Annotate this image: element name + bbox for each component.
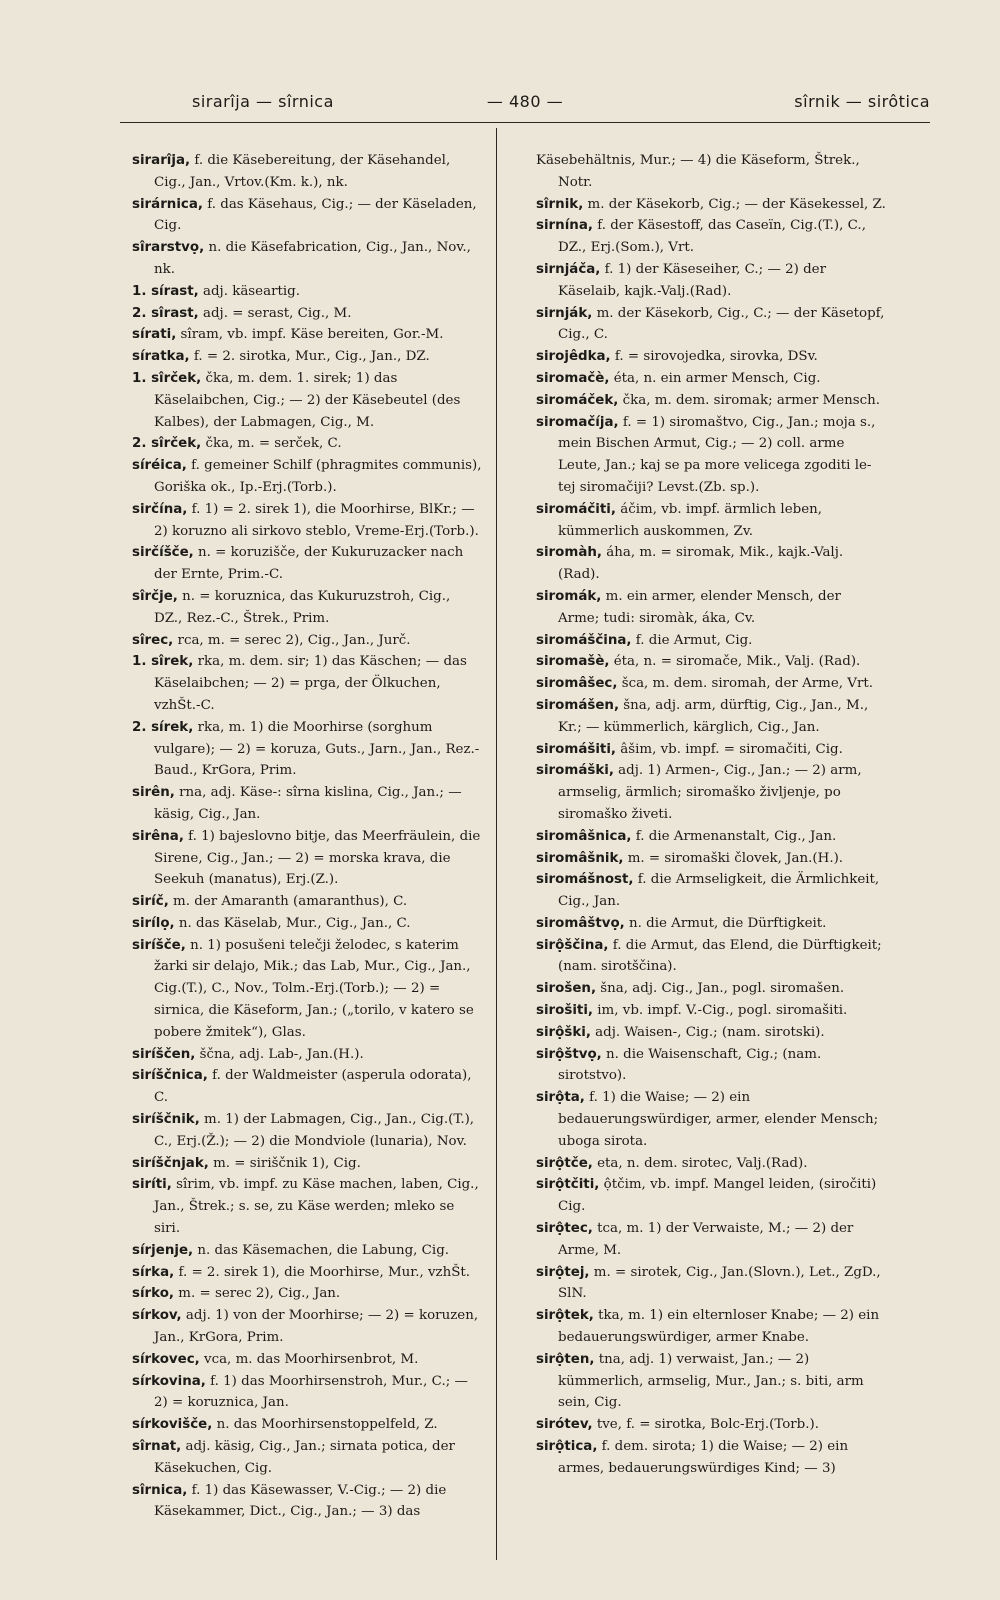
entry-definition: f. 1) = 2. sirek 1), die Moorhirse, BlKr.; — 2) koruzno ali sirkovo steblo, Vreme-Erj.(Torb.). [154, 501, 479, 539]
dictionary-entry [132, 1240, 482, 1262]
entry-headword: siromašè, [536, 654, 610, 670]
dictionary-entry [132, 913, 482, 935]
entry-headword: sîrnica, [132, 1482, 188, 1498]
header-rule [120, 122, 930, 123]
dictionary-entry [536, 1174, 886, 1218]
entry-headword: sirộški, [536, 1024, 591, 1040]
entry-definition: éta, n. ein armer Mensch, Cig. [609, 370, 821, 386]
entry-definition: n. 1) posušeni telečji želodec, s katerim žarki sir delajo, Mik.; das Lab, Mur., Cig., Jan., Cig.(T.), C., Nov., Tolm.-Erj.(Torb.); — 2) = sirnica, die Käseform, Jan.; („torilo, v katero se pobere žmitek“), Glas. [154, 937, 474, 1040]
entry-headword: sirộtčiti, [536, 1177, 600, 1193]
dictionary-entry [132, 1414, 482, 1436]
entry-definition: tna, adj. 1) verwaist, Jan.; — 2) kümmerlich, armselig, Mur., Jan.; s. biti, arm sein, Cig. [558, 1351, 864, 1411]
dictionary-entry [536, 935, 886, 979]
dictionary-entry [132, 1153, 482, 1175]
dictionary-entry [132, 303, 482, 325]
entry-definition: m. = serec 2), Cig., Jan. [174, 1286, 341, 1302]
entry-headword: 2. sírek, [132, 719, 194, 735]
entry-headword: siromâšnik, [536, 850, 624, 866]
dictionary-entry [132, 542, 482, 586]
entry-definition: m. der Amaranth (amaranthus), C. [168, 894, 408, 910]
entry-definition: n. = koruzišče, der Kukuruzacker nach der Ernte, Prim.-C. [154, 545, 464, 583]
dictionary-entry [132, 1109, 482, 1153]
entry-headword: sirčíšče, [132, 545, 194, 561]
entry-definition: f. = 2. sirotka, Mur., Cig., Jan., DZ. [189, 349, 430, 365]
entry-definition: âšim, vb. impf. = siromačiti, Cig. [616, 741, 843, 757]
dictionary-entry [132, 1174, 482, 1239]
entry-headword: siromáčiti, [536, 501, 616, 517]
dictionary-entry [536, 1044, 886, 1088]
entry-headword: siromášiti, [536, 741, 616, 757]
entry-definition: m. der Käsekorb, Cig., C.; — der Käsetopf, Cig., C. [558, 305, 885, 343]
entry-definition: adj. 1) Armen-, Cig., Jan.; — 2) arm, armselig, ärmlich; siromaško življenje, po siromaško živeti. [558, 763, 862, 822]
entry-definition: f. 1) der Käseseiher, C.; — 2) der Käselaib, kajk.-Valj.(Rad). [558, 261, 826, 299]
dictionary-entry [536, 869, 886, 913]
entry-definition: adj. 1) von der Moorhirse; — 2) = koruzen, Jan., KrGora, Prim. [154, 1308, 479, 1346]
entry-definition: éta, n. = siromače, Mik., Valj. (Rad). [609, 654, 861, 670]
dictionary-entry [132, 1480, 482, 1524]
entry-headword: siromáščina, [536, 632, 632, 648]
entry-definition: f. das Käsehaus, Cig.; — der Käseladen, Cig. [154, 196, 477, 234]
entry-definition: rna, adj. Käse-: sîrna kislina, Cig., Jan.; — käsig, Cig., Jan. [154, 785, 462, 822]
entry-headword: sirộštvọ, [536, 1046, 602, 1062]
entry-definition: f. dem. sirota; 1) die Waise; — 2) ein armes, bedauerungswürdiges Kind; — 3) [558, 1439, 849, 1476]
entry-headword: sirnjáča, [536, 261, 601, 277]
entry-headword: sírkovina, [132, 1373, 206, 1389]
entry-definition: n. = koruznica, das Kukuruzstroh, Cig., DZ., Rez.-C., Štrek., Prim. [154, 588, 451, 626]
dictionary-entry [536, 760, 886, 825]
dictionary-entry [536, 978, 886, 1000]
entry-headword: sirčína, [132, 501, 188, 517]
dictionary-entry [132, 1305, 482, 1349]
dictionary-entry [132, 455, 482, 499]
dictionary-entry [536, 1414, 886, 1436]
entry-headword: siromâšnica, [536, 828, 632, 844]
dictionary-entry [536, 673, 886, 695]
entry-headword: sirnják, [536, 305, 593, 321]
entry-definition: vca, m. das Moorhirsenbrot, M. [199, 1351, 419, 1367]
entry-headword: 2. sîrast, [132, 305, 199, 321]
dictionary-entry [536, 390, 886, 412]
dictionary-entry [132, 1262, 482, 1284]
dictionary-entry [132, 433, 482, 455]
entry-headword: síréica, [132, 458, 187, 474]
entry-headword: síratka, [132, 349, 190, 365]
entry-headword: siromáček, [536, 392, 619, 408]
entry-definition: im, vb. impf. V.-Cig., pogl. siromašiti. [593, 1003, 848, 1019]
entry-definition: čka, m. = serček, C. [201, 436, 342, 452]
entry-definition: sîrim, vb. impf. zu Käse machen, laben, Cig., Jan., Štrek.; s. se, zu Käse werden; mleko se siri. [154, 1177, 479, 1237]
entry-definition: f. gemeiner Schilf (phragmites communis), Goriška ok., Ip.-Erj.(Torb.). [154, 458, 482, 495]
entry-definition: adj. käsig, Cig., Jan.; sirnata potica, der Käsekuchen, Cig. [154, 1439, 455, 1476]
dictionary-entry [132, 586, 482, 630]
entry-definition: rca, m. = serec 2), Cig., Jan., Jurč. [173, 632, 411, 648]
dictionary-entry [536, 303, 886, 347]
entry-headword: sirárnica, [132, 196, 203, 212]
dictionary-entry [132, 717, 482, 782]
dictionary-entry [536, 630, 886, 652]
entry-headword: sírka, [132, 1264, 175, 1280]
dictionary-entry [536, 651, 886, 673]
entry-definition: n. das Käsemachen, die Labung, Cig. [193, 1242, 450, 1258]
dictionary-entry [536, 1022, 886, 1044]
entry-headword: sirộtek, [536, 1308, 594, 1324]
entry-headword: sîrnat, [132, 1439, 182, 1455]
header-left-guide-words: sirarîja — sîrnica [192, 92, 334, 111]
entry-definition: adj. = serast, Cig., M. [198, 305, 352, 321]
entry-headword: sîrarstvọ, [132, 240, 205, 256]
entry-headword: siromačè, [536, 370, 610, 386]
entry-headword: 1. sîrček, [132, 370, 202, 386]
dictionary-entry [536, 542, 886, 586]
right-column [536, 150, 886, 1560]
entry-headword: siromâšec, [536, 676, 618, 692]
entry-definition: f. der Waldmeister (asperula odorata), C. [154, 1068, 472, 1106]
entry-headword: sírjenje, [132, 1242, 194, 1258]
entry-definition: f. die Armut, das Elend, die Dürftigkeit; (nam. sirotščina). [558, 937, 882, 975]
dictionary-entry [536, 194, 886, 216]
dictionary-entry [132, 194, 482, 238]
dictionary-entry [132, 1065, 482, 1109]
entry-headword: sirojêdka, [536, 349, 611, 365]
entry-headword: 1. sírast, [132, 283, 199, 299]
entry-headword: 1. sîrek, [132, 654, 194, 670]
dictionary-entry [536, 739, 886, 761]
entry-headword: sírkovišče, [132, 1417, 213, 1433]
entry-definition: f. 1) bajeslovno bitje, das Meerfräulein, die Sirene, Cig., Jan.; — 2) = morska krava, die Seekuh (manatus), Erj.(Z.). [154, 828, 481, 888]
entry-headword: siromák, [536, 588, 602, 604]
entry-definition: f. die Käsebereitung, der Käsehandel, Cig., Jan., Vrtov.(Km. k.), nk. [154, 153, 451, 190]
dictionary-entry [536, 1262, 886, 1306]
entry-headword: siromâštvọ, [536, 915, 625, 931]
entry-headword: sîrčje, [132, 588, 178, 604]
entry-definition: ộtčim, vb. impf. Mangel leiden, (siročiti) Cig. [558, 1177, 877, 1215]
entry-definition: tca, m. 1) der Verwaiste, M.; — 2) der Arme, M. [558, 1221, 854, 1258]
dictionary-entry [132, 1044, 482, 1066]
entry-definition: n. die Käsefabrication, Cig., Jan., Nov., nk. [154, 240, 471, 277]
dictionary-entry [536, 150, 886, 194]
dictionary-entry [536, 1153, 886, 1175]
dictionary-entry [536, 826, 886, 848]
entry-definition: eta, n. dem. sirotec, Valj.(Rad). [592, 1155, 808, 1171]
entry-definition: ščna, adj. Lab-, Jan.(H.). [195, 1046, 364, 1062]
dictionary-entry [132, 1283, 482, 1305]
dictionary-entry [132, 630, 482, 652]
dictionary-entry [536, 1000, 886, 1022]
entry-definition: áčim, vb. impf. ärmlich leben, kümmerlich auskommen, Zv. [558, 501, 823, 539]
entry-headword: sírkovec, [132, 1351, 200, 1367]
entry-definition: tka, m. 1) ein elternloser Knabe; — 2) ein bedauerungswürdiger, armer Knabe. [558, 1308, 880, 1346]
entry-headword: siríščnjak, [132, 1155, 209, 1171]
dictionary-entry [536, 412, 886, 499]
dictionary-entry [132, 324, 482, 346]
entry-definition: rka, m. 1) die Moorhirse (sorghum vulgare); — 2) = koruza, Guts., Jarn., Jan., Rez.-Baud., KrGora, Prim. [154, 719, 480, 779]
entry-definition: m. 1) der Labmagen, Cig., Jan., Cig.(T.), C., Erj.(Ž.); — 2) die Mondviole (lunaria), Nov. [154, 1112, 475, 1149]
entry-headword: siríti, [132, 1177, 172, 1193]
entry-headword: siríščen, [132, 1046, 196, 1062]
entry-definition: f. die Armut, Cig. [631, 632, 753, 648]
dictionary-entry [536, 259, 886, 303]
entry-definition: m. ein armer, elender Mensch, der Arme; tudi: siromàk, áka, Cv. [558, 588, 841, 626]
entry-headword: sirộtec, [536, 1221, 593, 1237]
dictionary-entry [536, 848, 886, 870]
entry-headword: sirộtče, [536, 1155, 593, 1171]
entry-definition: čka, m. dem. siromak; armer Mensch. [618, 392, 881, 408]
dictionary-entry [132, 499, 482, 543]
dictionary-entry [132, 651, 482, 716]
entry-headword: siromàh, [536, 545, 602, 561]
entry-headword: sírko, [132, 1286, 174, 1302]
entry-headword: sirộta, [536, 1090, 585, 1106]
dictionary-entry [536, 913, 886, 935]
entry-headword: siromášnost, [536, 872, 634, 888]
dictionary-entry [132, 281, 482, 303]
dictionary-entry [536, 586, 886, 630]
dictionary-entry [132, 237, 482, 281]
entry-definition: f. 1) die Waise; — 2) ein bedauerungswürdiger, armer, elender Mensch; uboga sirota. [558, 1090, 879, 1149]
entry-headword: sirộtej, [536, 1264, 590, 1280]
entry-headword: sírkov, [132, 1308, 182, 1324]
entry-headword: siríščnik, [132, 1112, 200, 1128]
entry-definition: m. = sirotek, Cig., Jan.(Slovn.), Let., ZgD., SlN. [558, 1264, 881, 1302]
entry-headword: sîrnik, [536, 196, 584, 212]
dictionary-entry [132, 346, 482, 368]
entry-definition: f. = 2. sirek 1), die Moorhirse, Mur., vzhŠt. [174, 1264, 471, 1280]
entry-definition: šna, adj. arm, dürftig, Cig., Jan., M., Kr.; — kümmerlich, kärglich, Cig., Jan. [558, 697, 869, 735]
dictionary-entry [536, 695, 886, 739]
entry-headword: sirêna, [132, 828, 184, 844]
page-number: — 480 — [486, 92, 564, 111]
dictionary-entry [132, 1436, 482, 1480]
dictionary-entry [132, 782, 482, 826]
entry-definition: m. = siriščnik 1), Cig. [208, 1155, 361, 1171]
entry-definition: tve, f. = sirotka, Bolc-Erj.(Torb.). [592, 1417, 819, 1433]
entry-definition: áha, m. = siromak, Mik., kajk.-Valj. (Rad). [558, 545, 844, 583]
entry-definition: m. der Käsekorb, Cig.; — der Käsekessel, Z. [583, 196, 886, 212]
entry-headword: siromačíja, [536, 414, 619, 430]
dictionary-entry [132, 935, 482, 1044]
entry-headword: sirộten, [536, 1351, 595, 1367]
entry-headword: sirošen, [536, 981, 597, 997]
dictionary-entry [536, 368, 886, 390]
entry-headword: siríšče, [132, 937, 186, 953]
entry-headword: sirộščina, [536, 937, 609, 953]
dictionary-entry [132, 1349, 482, 1371]
dictionary-entry [536, 215, 886, 259]
entry-headword: siromášen, [536, 697, 620, 713]
dictionary-entry [536, 499, 886, 543]
header-right-guide-words: sîrnik — sirôtica [794, 92, 930, 111]
entry-headword: sírati, [132, 327, 177, 343]
entry-definition: adj. käseartig. [198, 283, 300, 299]
entry-definition: čka, m. dem. 1. sirek; 1) das Käselaibchen, Cig.; — 2) der Käsebeutel (des Kalbes), der Labmagen, Cig., M. [154, 370, 461, 430]
dictionary-entry [132, 1371, 482, 1415]
entry-definition: f. 1) das Moorhirsenstroh, Mur., C.; — 2) = koruznica, Jan. [154, 1373, 468, 1411]
dictionary-entry [132, 150, 482, 194]
entry-headword: sirnína, [536, 218, 593, 234]
dictionary-entry [536, 1436, 886, 1480]
entry-definition: Käsebehältnis, Mur.; — 4) die Käseform, Štrek., Notr. [536, 153, 860, 190]
entry-headword: sîrec, [132, 632, 174, 648]
entry-definition: sîram, vb. impf. Käse bereiten, Gor.-M. [176, 327, 444, 343]
entry-definition: f. 1) das Käsewasser, V.-Cig.; — 2) die Käsekammer, Dict., Cig., Jan.; — 3) das [154, 1482, 447, 1520]
entry-definition: adj. Waisen-, Cig.; (nam. sirotski). [590, 1024, 825, 1040]
entry-definition: n. die Waisenschaft, Cig.; (nam. sirotstvo). [558, 1046, 822, 1084]
entry-definition: n. das Käselab, Mur., Cig., Jan., C. [174, 915, 411, 931]
dictionary-entry [536, 1349, 886, 1414]
entry-headword: sirótev, [536, 1417, 593, 1433]
dictionary-entry [536, 346, 886, 368]
entry-definition: f. = 1) siromaštvo, Cig., Jan.; moja s., mein Bischen Armut, Cig.; — 2) coll. arme Leute, Jan.; kaj se pa more velicega zgoditi le-tej siromačiji? Levst.(Zb. sp.). [558, 414, 876, 495]
entry-definition: f. die Armseligkeit, die Ärmlichkeit, Cig., Jan. [558, 872, 880, 910]
entry-headword: sirộtica, [536, 1439, 598, 1455]
dictionary-entry [536, 1218, 886, 1262]
dictionary-entry [132, 368, 482, 433]
entry-definition: rka, m. dem. sir; 1) das Käschen; — das Käselaibchen; — 2) = prga, der Ölkuchen, vzhŠt.-C. [154, 654, 467, 713]
entry-headword: sirílọ, [132, 915, 175, 931]
entry-headword: sirarîja, [132, 153, 191, 168]
entry-headword: 2. sîrček, [132, 436, 202, 452]
entry-definition: f. die Armenanstalt, Cig., Jan. [631, 828, 837, 844]
column-divider [496, 128, 497, 1560]
entry-headword: sirošiti, [536, 1003, 594, 1019]
entry-definition: m. = siromaški človek, Jan.(H.). [623, 850, 844, 866]
dictionary-entry [536, 1305, 886, 1349]
dictionary-entry [536, 1087, 886, 1152]
entry-definition: n. das Moorhirsenstoppelfeld, Z. [212, 1417, 438, 1433]
entry-definition: šna, adj. Cig., Jan., pogl. siromašen. [596, 981, 845, 997]
entry-headword: sirên, [132, 785, 175, 801]
dictionary-entry [132, 826, 482, 891]
entry-definition: f. der Käsestoff, das Caseïn, Cig.(T.), C., DZ., Erj.(Som.), Vrt. [558, 218, 866, 256]
entry-headword: siromáški, [536, 763, 614, 779]
entry-definition: šca, m. dem. siromah, der Arme, Vrt. [617, 676, 873, 692]
entry-definition: n. die Armut, die Dürftigkeit. [624, 915, 827, 931]
dictionary-entry [132, 891, 482, 913]
entry-headword: siríščnica, [132, 1068, 208, 1084]
entry-definition: f. = sirovojedka, sirovka, DSv. [610, 349, 818, 365]
page-header [120, 92, 930, 122]
entry-headword: siríč, [132, 894, 169, 910]
left-column [132, 150, 482, 1540]
